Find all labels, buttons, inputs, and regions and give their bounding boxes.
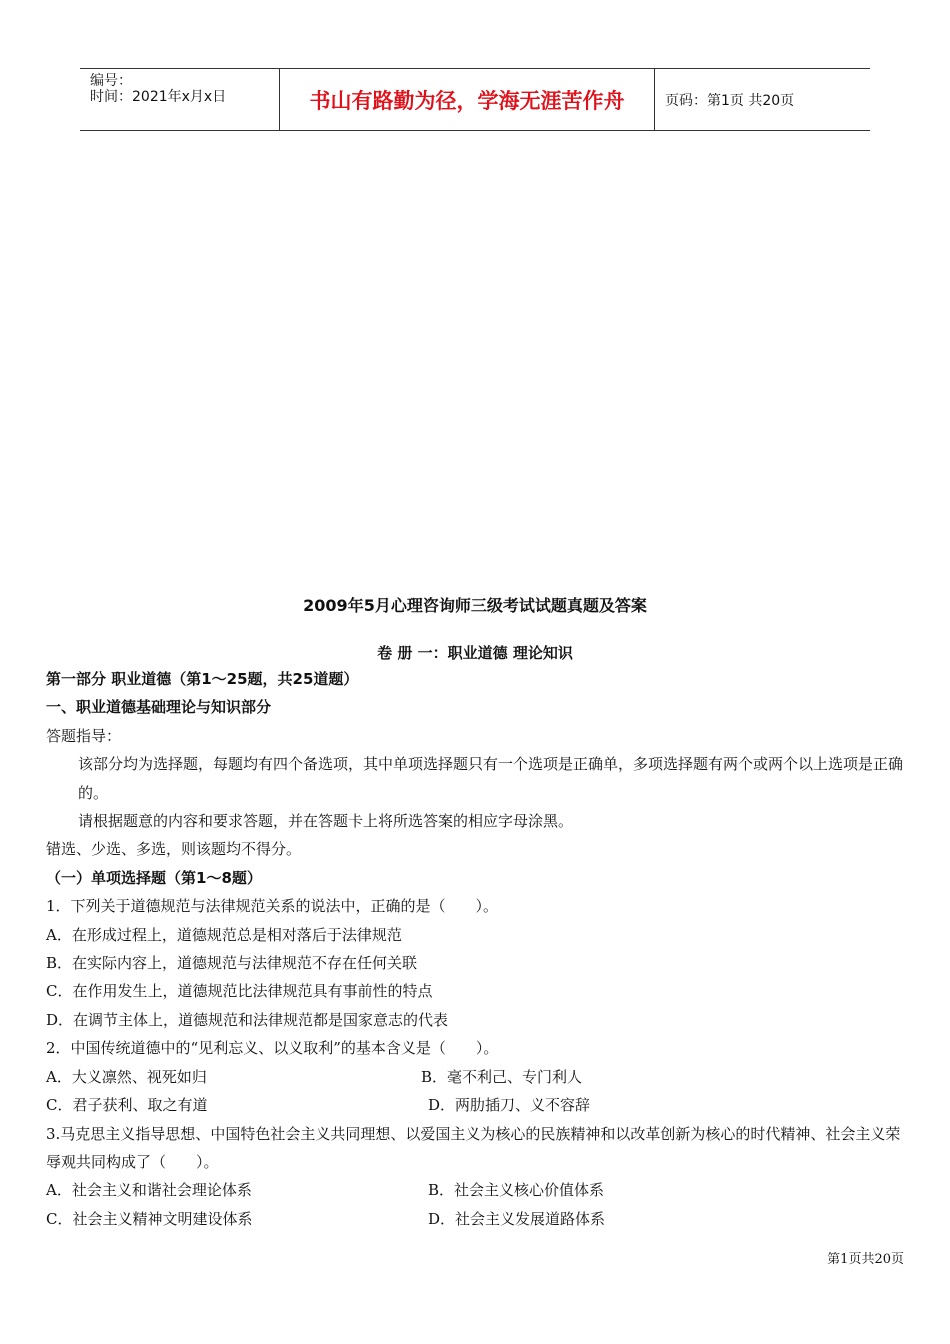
subsection-heading: （一）单项选择题（第1～8题） bbox=[46, 868, 262, 887]
question-1-option-a: A．在形成过程上，道德规范总是相对落后于法律规范 bbox=[46, 925, 402, 944]
page-header bbox=[80, 68, 870, 131]
question-2-options-row-1 bbox=[46, 1063, 908, 1091]
question-1-option-b: B．在实际内容上，道德规范与法律规范不存在任何关联 bbox=[46, 954, 418, 973]
question-3-options-row-2 bbox=[46, 1205, 908, 1233]
question-2-stem: 2．中国传统道德中的“见利忘义、以义取利”的基本含义是（ ）。 bbox=[46, 1039, 499, 1058]
question-3-option-d: D．社会主义发展道路体系 bbox=[428, 1209, 606, 1228]
header-motto: 书山有路勤为径，学海无涯苦作舟 bbox=[280, 69, 655, 130]
question-3-option-b: B．社会主义核心价值体系 bbox=[428, 1181, 605, 1200]
question-3-stem: 3.马克思主义指导思想、中国特色社会主义共同理想、以爱国主义为核心的民族精神和以改革创新为核心的时代精神、社会主义荣辱观共同构成了（ ）。 bbox=[46, 1124, 901, 1171]
question-1-option-c: C．在作用发生上，道德规范比法律规范具有事前性的特点 bbox=[46, 982, 433, 1001]
question-1-stem: 1．下列关于道德规范与法律规范关系的说法中，正确的是（ ）。 bbox=[46, 897, 499, 916]
section-heading: 一、职业道德基础理论与知识部分 bbox=[46, 698, 272, 717]
question-3-options-row-1 bbox=[46, 1176, 908, 1204]
guide-paragraph-3: 错选、少选、多选，则该题均不得分。 bbox=[46, 840, 302, 859]
question-2-option-a: A．大义凛然、视死如归 bbox=[46, 1067, 207, 1086]
guide-paragraph-2: 请根据题意的内容和要求答题，并在答题卡上将所选答案的相应字母涂黑。 bbox=[78, 812, 574, 831]
question-2-options-row-2 bbox=[46, 1091, 908, 1119]
document-body bbox=[46, 665, 908, 1233]
question-3-option-a: A．社会主义和谐社会理论体系 bbox=[46, 1181, 252, 1200]
header-meta bbox=[80, 69, 280, 130]
guide-label: 答题指导： bbox=[46, 726, 122, 745]
question-1-option-d: D．在调节主体上，道德规范和法律规范都是国家意志的代表 bbox=[46, 1010, 449, 1029]
page-footer: 第1页共20页 bbox=[827, 1252, 904, 1267]
question-2-option-b: B．毫不利己、专门利人 bbox=[421, 1067, 583, 1086]
document-subtitle: 卷 册 一：职业道德 理论知识 bbox=[377, 644, 573, 662]
guide-paragraph-1: 该部分均为选择题，每题均有四个备选项，其中单项选择题只有一个选项是正确单，多项选择题有两个或两个以上选项是正确的。 bbox=[78, 755, 904, 802]
time-label: 时间：2021年x月x日 bbox=[90, 89, 227, 105]
question-2-option-d: D．两肋插刀、义不容辞 bbox=[428, 1096, 591, 1115]
number-label: 编号： bbox=[90, 73, 132, 89]
question-2-option-c: C．君子获利、取之有道 bbox=[46, 1096, 208, 1115]
header-page-info: 页码：第1页 共20页 bbox=[665, 92, 795, 109]
part-heading: 第一部分 职业道德（第1～25题，共25道题） bbox=[46, 670, 359, 688]
document-title: 2009年5月心理咨询师三级考试试题真题及答案 bbox=[303, 596, 647, 615]
question-3-option-c: C．社会主义精神文明建设体系 bbox=[46, 1209, 253, 1228]
